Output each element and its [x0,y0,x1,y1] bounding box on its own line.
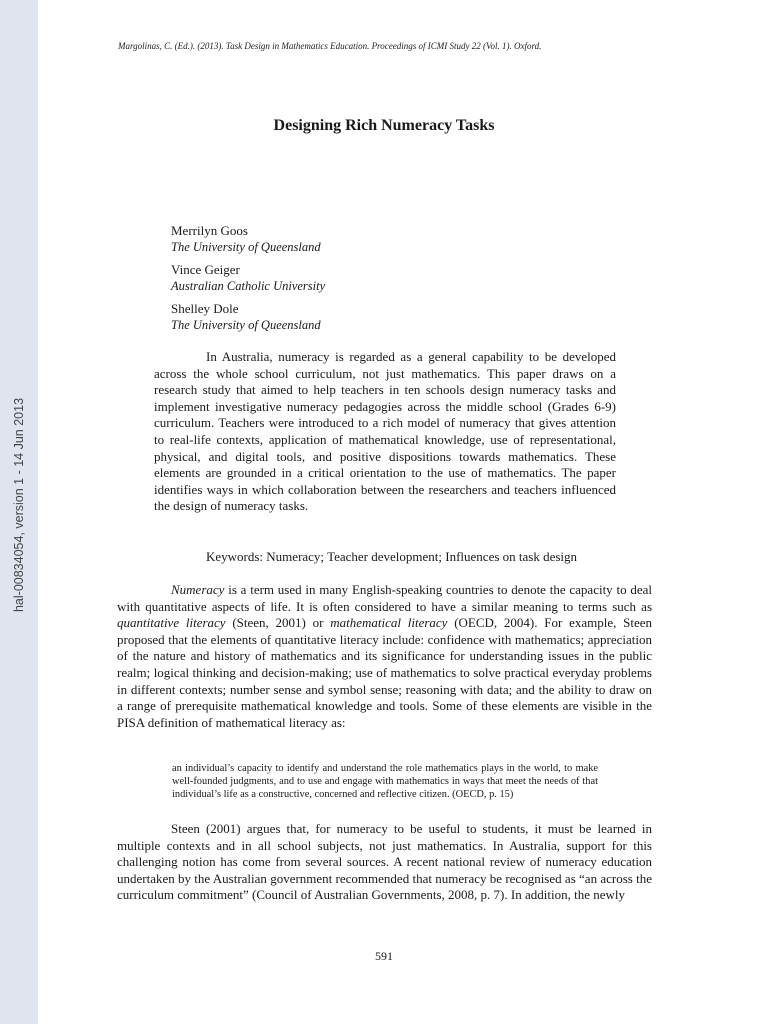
author-list [171,223,325,340]
term-numeracy: Numeracy [171,582,225,597]
block-quote: an individual’s capacity to identify and understand the role mathematics plays in the world, to make well-founded judgments, and to use and engage with mathematics in ways that meet the needs of that individual’s life as a constructive, concerned and reflective citizen. (OECD, p. 15) [172,763,598,801]
paper-title: Designing Rich Numeracy Tasks [273,117,495,134]
author-name: Merrilyn Goos [171,223,248,238]
author-entry [171,262,325,294]
body-paragraph-1 [117,582,652,731]
body-paragraph-2: Steen (2001) argues that, for numeracy to be useful to students, it must be learned in multiple contexts and in all school subjects, not just mathematics. In Australia, support for this challenging notion has come from several sources. A recent national review of numeracy education undertaken by the Australian government recommended that numeracy be recognised as “an across the curriculum commitment” (Council of Australian Governments, 2008, p. 7). In addition, the newly [117,821,652,903]
author-affiliation: The University of Queensland [171,318,321,332]
hal-side-strip [0,0,38,1024]
author-affiliation: The University of Queensland [171,240,321,254]
para1-text-c: (OECD, 2004). For example, Steen proposed that the elements of quantitative literacy include: confidence with mathematics; appreciation of the nature and history of mathematics and its significance for understanding issues in the public realm; logical thinking and decision-making; use of mathematics to solve practical everyday problems in different contexts; number sense and symbol sense; reasoning with data; and the ability to draw on a range of prerequisite mathematical knowledge and tools. Some of these elements are visible in the PISA definition of mathematical literacy as: [117,615,653,730]
author-entry [171,223,325,255]
keywords: Keywords: Numeracy; Teacher development; Influences on task design [206,549,578,564]
para1-text-b: (Steen, 2001) or [225,615,331,631]
term-mathematical-literacy: mathematical literacy [330,615,448,631]
abstract: In Australia, numeracy is regarded as a general capability to be developed across the whole school curriculum, not just mathematics. This paper draws on a research study that aimed to help teachers in ten schools design numeracy tasks and implement investigative numeracy pedagogies across the middle school (Grades 6-9) curriculum. Teachers were introduced to a rich model of numeracy that gives attention to real-life contexts, application of mathematical knowledge, use of representational, physical, and digital tools, and positive dispositions towards mathematics. These elements are grounded in a critical orientation to the use of mathematics. The paper identifies ways in which collaboration between the researchers and teachers influenced the design of numeracy tasks. [154,349,616,514]
author-name: Vince Geiger [171,262,240,277]
term-quantitative-literacy: quantitative literacy [117,615,226,631]
hal-identifier: hal-00834054, version 1 - 14 Jun 2013 [12,397,26,613]
author-name: Shelley Dole [171,301,239,316]
page-number: 591 [375,949,393,963]
author-entry [171,301,325,333]
author-affiliation: Australian Catholic University [171,279,326,293]
para1-text-a: is a term used in many English-speaking countries to denote the capacity to deal with quantitative aspects of life. It is often considered to have a similar meaning to terms such as [117,582,652,614]
running-header: Margolinas, C. (Ed.). (2013). Task Design in Mathematics Education. Proceedings of ICMI Study 22 (Vol. 1). Oxford. [118,41,542,51]
